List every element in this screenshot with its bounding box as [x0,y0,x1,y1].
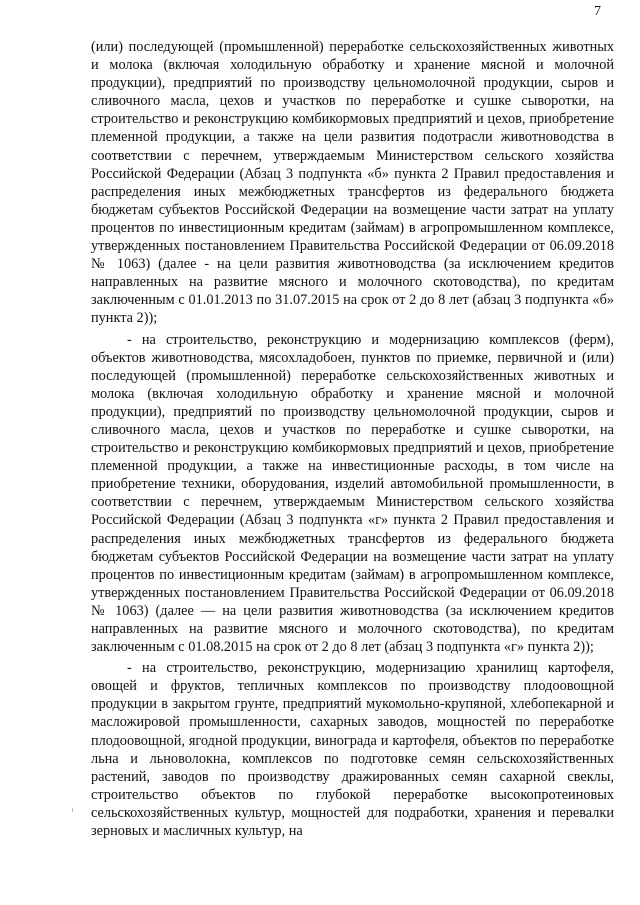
paragraph-continuation: (или) последующей (промышленной) переработке сельскохозяйственных животных и молока (включая холодильную обработку и хранение мясной и молочной продукции), предприятий по производству цельномолочной продукции, сыров и сливочного масла, цехов и участков по переработке и сушке сыворотки, на строительство и реконструкцию комбикормовых предприятий и цехов, приобретение племенной продукции, а также на цели развития подотрасли животноводства в соответствии с перечнем, утверждаемым Министерством сельского хозяйства Российской Федерации (Абзац 3 подпункта «б» пункта 2 Правил предоставления и распределения иных межбюджетных трансфертов из федерального бюджета бюджетам субъектов Российской Федерации на возмещение части затрат на уплату процентов по инвестиционным кредитам (займам) в агропромышленном комплексе, утвержденных постановлением Правительства Российской Федерации от 06.09.2018 № 1063) (далее - на цели развития животноводства (за исключением кредитов направленных на развитие мясного и молочного скотоводства), по кредитам заключенным с 01.01.2013 по 31.07.2015 на срок от 2 до 8 лет (абзац 3 подпункта «б» пункта 2)); [91,39,614,327]
page-number: 7 [594,4,601,19]
paragraph-item-livestock-complexes: - на строительство, реконструкцию и модернизацию комплексов (ферм), объектов животноводства, мясохладобоен, пунктов по приемке, первичной и (или) последующей (промышленной) переработке сельскохозяйственных животных и молока (включая холодильную обработку и хранение мясной и молочной продукции), предприятий по производству цельномолочной продукции, сыров и сливочного масла, цехов и участков по переработке и сушке сыворотки, на строительство и реконструкцию комбикормовых предприятий и цехов, приобретение племенной продукции, а также на инвестиционные расходы, в том числе на приобретение техники, оборудования, изделий автомобильной промышленности, в соответствии с перечнем, утверждаемым Министерством сельского хозяйства Российской Федерации (Абзац 3 подпункта «г» пункта 2 Правил предоставления и распределения иных межбюджетных трансфертов из федерального бюджета бюджетам субъектов Российской Федерации на возмещение части затрат на уплату процентов по инвестиционным кредитам (займам) в агропромышленном комплексе, утвержденных постановлением Правительства Российской Федерации от 06.09.2018 № 1063) (далее — на цели развития животноводства (за исключением кредитов направленных на развитие мясного и молочного скотоводства), по кредитам заключенным с 01.08.2015 на срок от 2 до 8 лет (абзац 3 подпункта «г» пункта 2)); [91,331,614,656]
document-body [91,38,614,840]
scan-margin-mark [72,808,73,812]
paragraph-item-storage-facilities: - на строительство, реконструкцию, модернизацию хранилищ картофеля, овощей и фруктов, тепличных комплексов по производству плодоовощной продукции в закрытом грунте, предприятий мукомольно-крупяной, хлебопекарной и масложировой промышленности, сахарных заводов, мощностей по переработке плодоовощной, ягодной продукции, винограда и картофеля, объектов по переработке льна и льноволокна, комплексов по подготовке семян сельскохозяйственных растений, заводов по производству дражированных семян сахарной свеклы, строительство объектов по глубокой переработке высокопротеиновых сельскохозяйственных культур, мощностей для подработки, хранения и перевалки зерновых и масличных культур, на [91,660,614,840]
